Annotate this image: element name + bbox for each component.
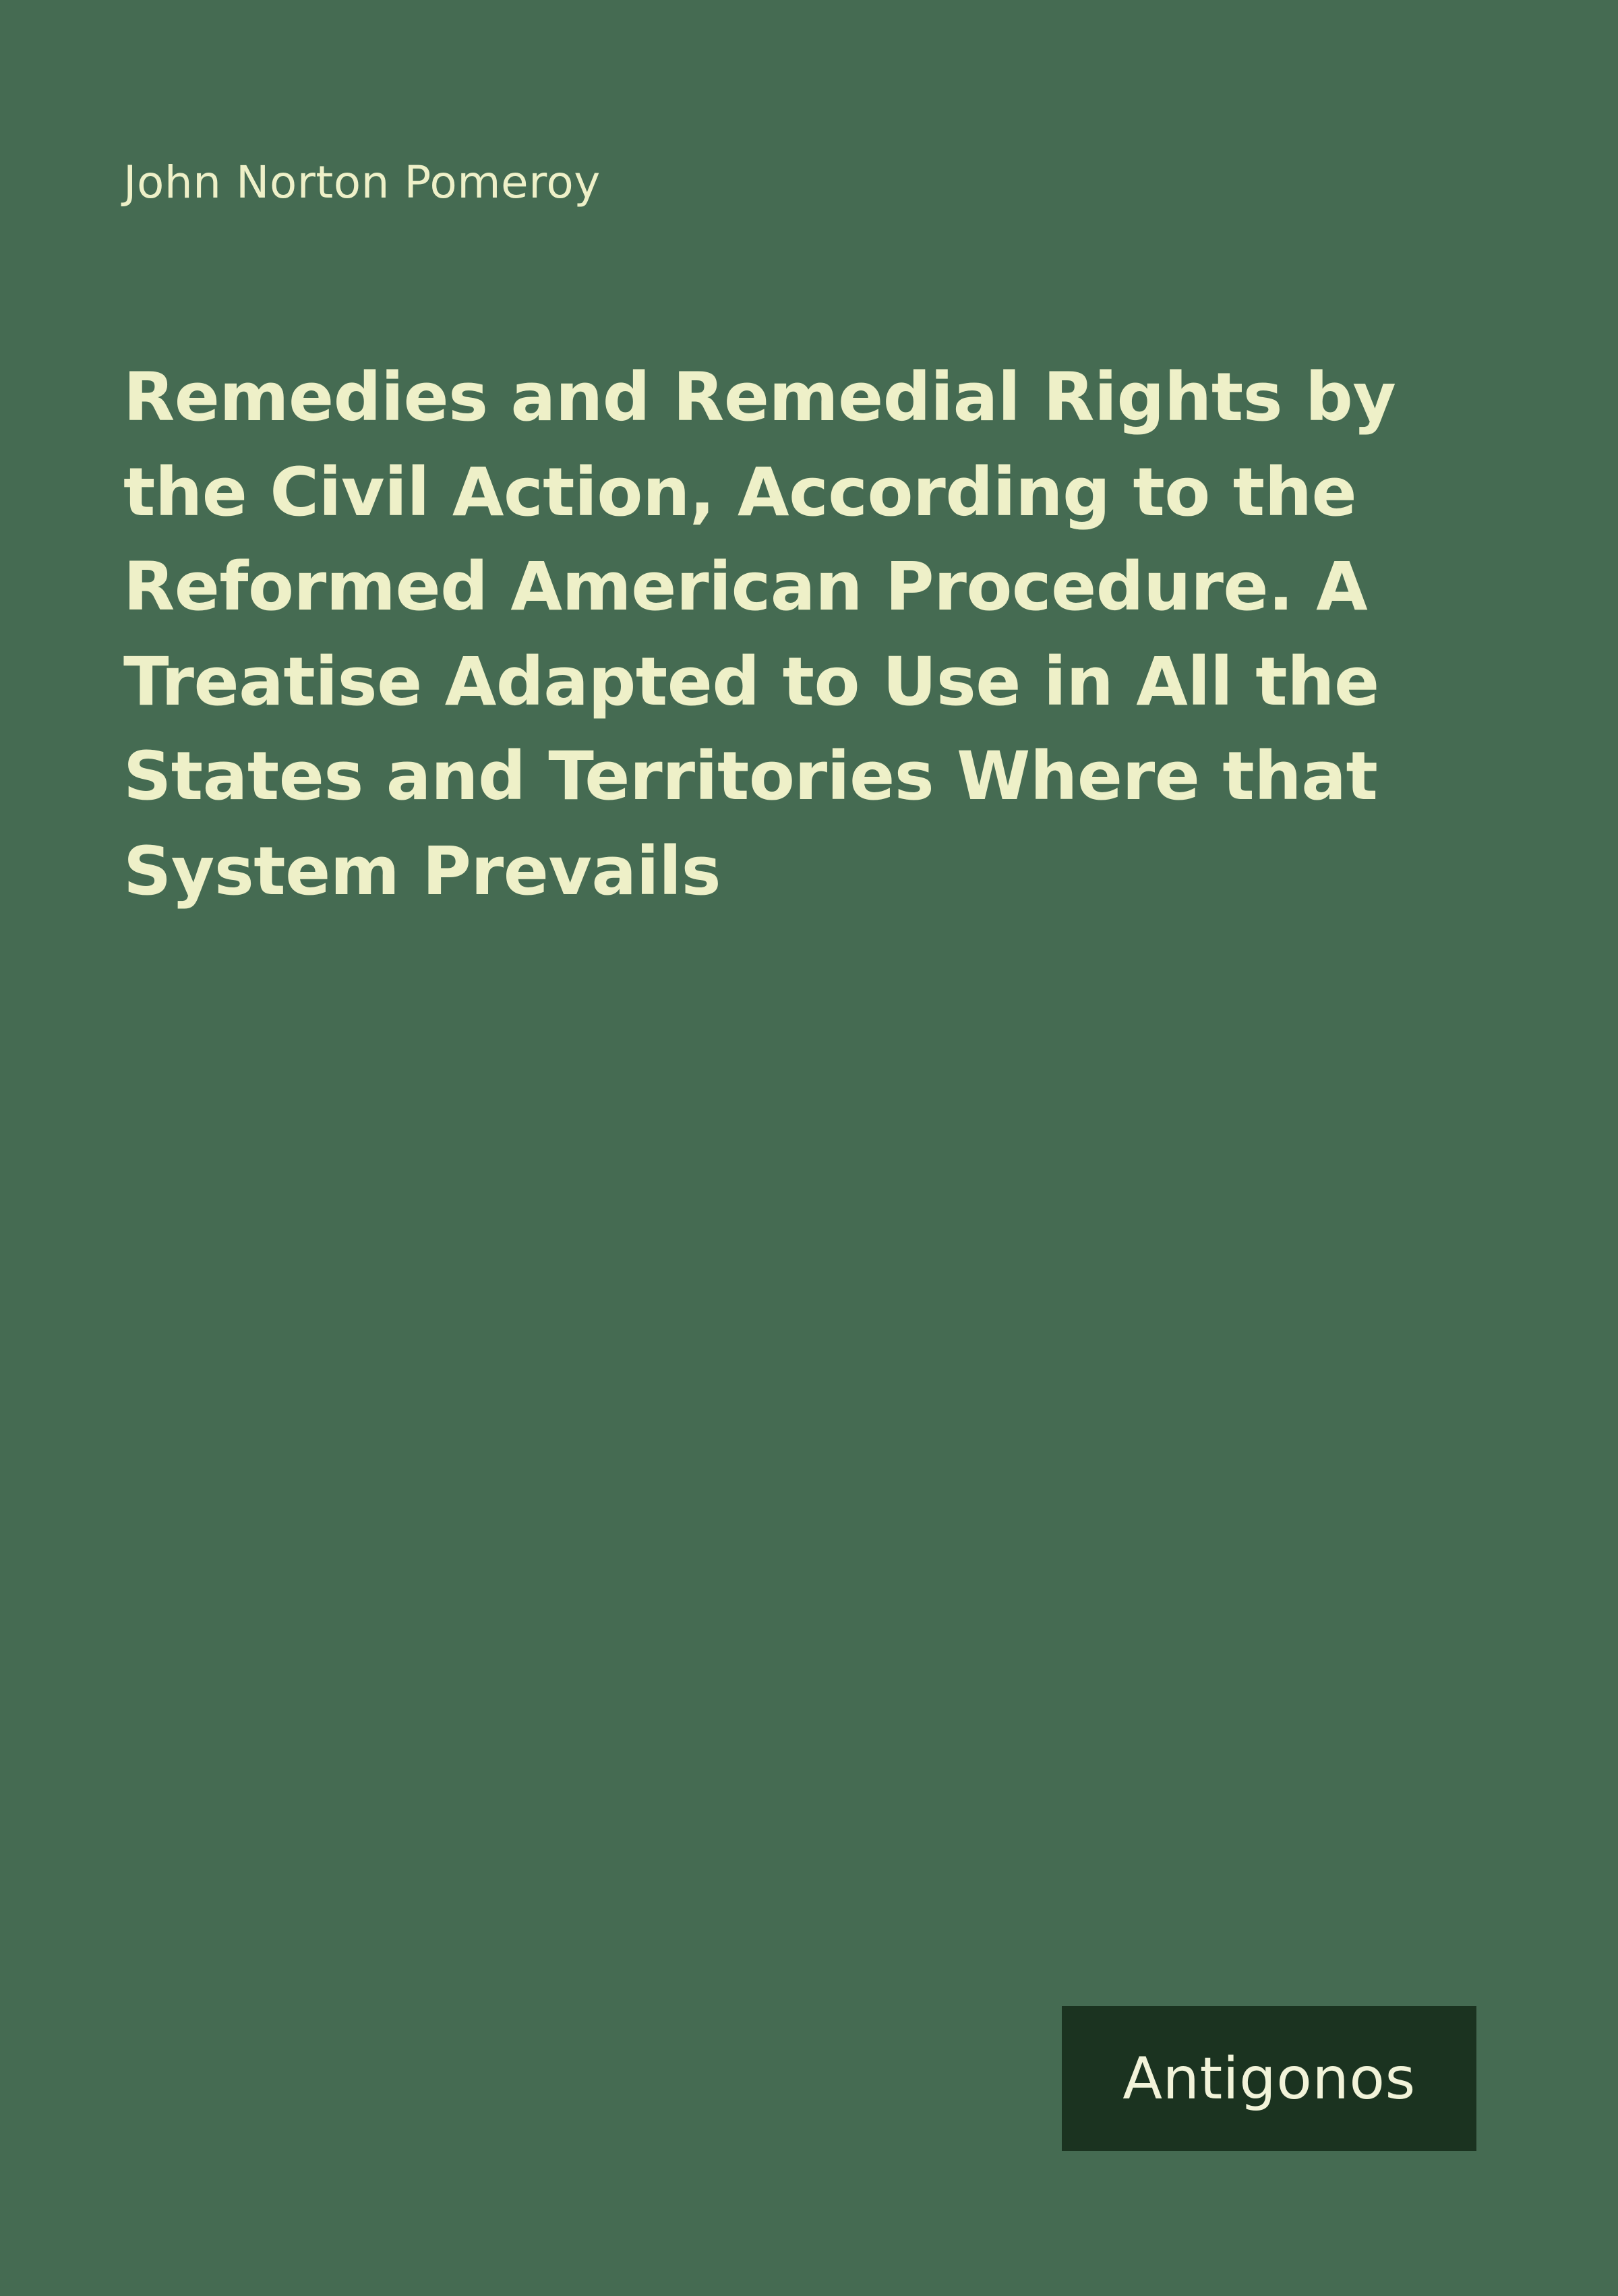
author-name: John Norton Pomeroy: [123, 156, 601, 208]
publisher-badge: [1062, 2006, 1476, 2151]
book-title: Remedies and Remedial Rights by the Civil Action, According to the Reformed American Procedure. A Treatise Adapted to Use in All the States and Territories Where that System Prevails: [123, 359, 1396, 910]
publisher-name: Antigonos: [1122, 2044, 1416, 2113]
